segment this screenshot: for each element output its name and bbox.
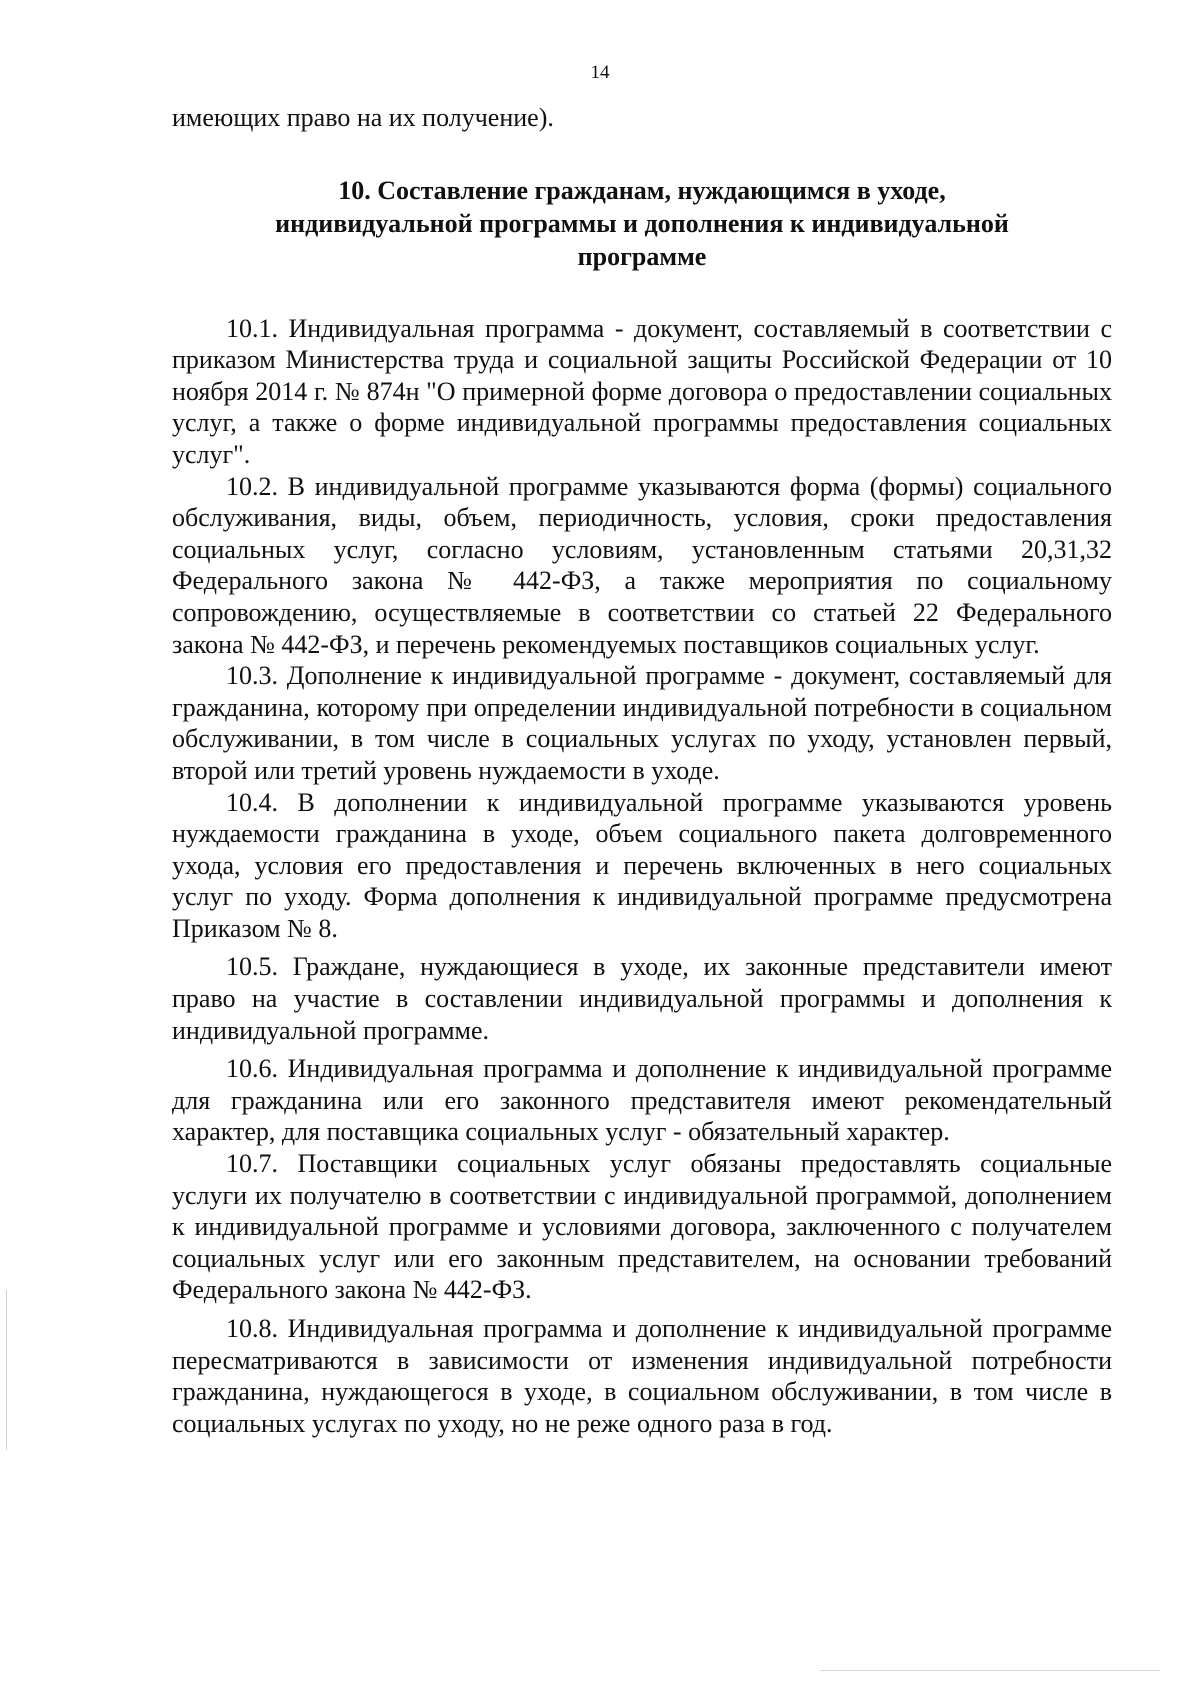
section-title-line-3: программе (577, 241, 707, 271)
continuation-text: имеющих право на их получение). (172, 103, 554, 132)
scan-bottom-mark (820, 1670, 1160, 1671)
clause-10-8: 10.8. Индивидуальная программа и дополнение к индивидуальной программе пересматриваются в зависимости от изменения индивидуальной потребности гражданина, нуждающегося в уходе, в социальном обслуживании, в том числе в социальных услугах по уходу, но не реже одного раза в год. (172, 1314, 1112, 1438)
scan-edge-mark (6, 1290, 7, 1450)
section-title-line-2: индивидуальной программы и дополнения к индивидуальной (275, 208, 1009, 238)
section-title-line-1: 10. Составление гражданам, нуждающимся в уходе, (338, 175, 946, 205)
section-title (172, 174, 1112, 273)
page-number: 14 (590, 62, 610, 83)
clause-10-6: 10.6. Индивидуальная программа и дополнение к индивидуальной программе для гражданина или его законного представителя имеют рекомендательный характер, для поставщика социальных услуг - обязательный характер. (172, 1054, 1112, 1147)
clause-10-2: 10.2. В индивидуальной программе указываются форма (формы) социального обслуживания, виды, объем, периодичность, условия, сроки предоставления социальных услуг, согласно условиям, установленным статьями 20,31,32 Федерального закона № 442-ФЗ, а также мероприятия по социальному сопровождению, осуществляемые в соответствии со статьей 22 Федерального закона № 442-ФЗ, и перечень рекомендуемых поставщиков социальных услуг. (172, 471, 1112, 659)
clause-10-4: 10.4. В дополнении к индивидуальной программе указываются уровень нуждаемости гражданина в уходе, объем социального пакета долговременного ухода, условия его предоставления и перечень включенных в него социальных услуг по уходу. Форма дополнения к индивидуальной программе предусмотрена Приказом № 8. (172, 787, 1112, 943)
document-body (172, 102, 1112, 1439)
clause-10-7: 10.7. Поставщики социальных услуг обязаны предоставлять социальные услуги их получателю в соответствии с индивидуальной программой, дополнением к индивидуальной программе и условиями договора, заключенного с получателем социальных услуг или его законным представителем, на основании требований Федерального закона № 442-ФЗ. (172, 1149, 1112, 1305)
clause-10-1: 10.1. Индивидуальная программа - документ, составляемый в соответствии с приказом Министерства труда и социальной защиты Российской Федерации от 10 ноября 2014 г. № 874н "О примерной форме договора о предоставлении социальных услуг, а также о форме индивидуальной программы предоставления социальных услуг". (172, 313, 1112, 469)
clause-10-3: 10.3. Дополнение к индивидуальной программе - документ, составляемый для гражданина, которому при определении индивидуальной потребности в социальном обслуживании, в том числе в социальных услугах по уходу, установлен первый, второй или третий уровень нуждаемости в уходе. (172, 661, 1112, 785)
clause-10-5: 10.5. Граждане, нуждающиеся в уходе, их законные представители имеют право на участие в составлении индивидуальной программы и дополнения к индивидуальной программе. (172, 952, 1112, 1045)
